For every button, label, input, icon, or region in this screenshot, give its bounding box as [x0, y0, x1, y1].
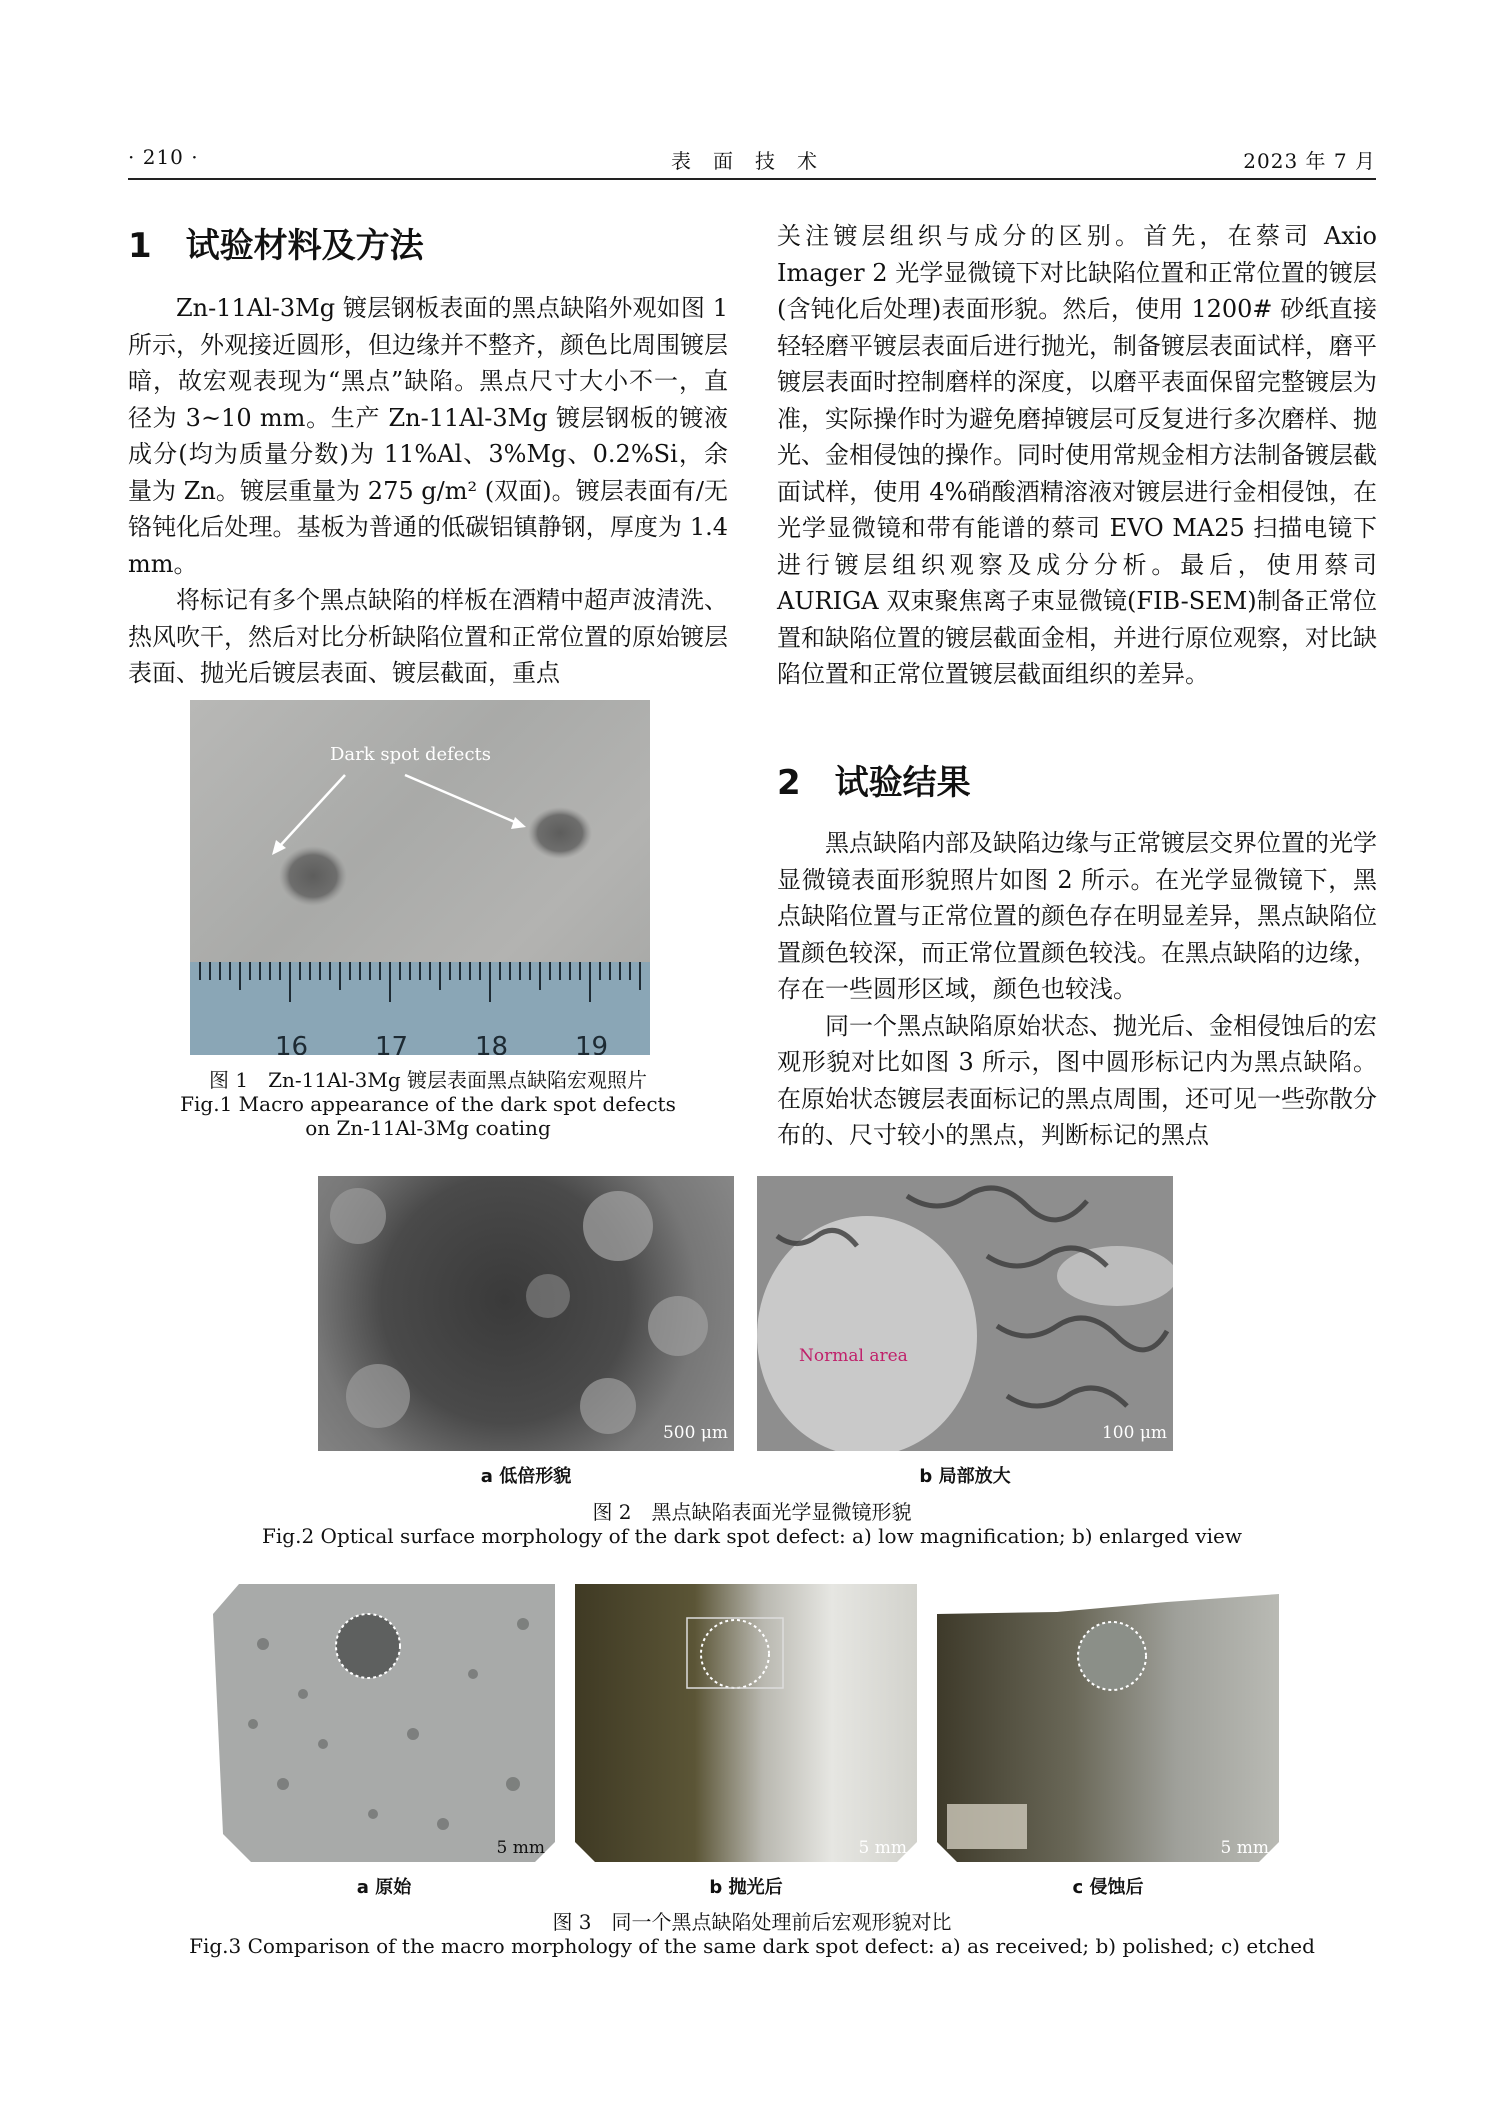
ruler-number-16: 16 — [275, 1032, 309, 1055]
journal-title: 表 面 技 术 — [671, 149, 818, 173]
page-number: · 210 · — [128, 145, 199, 169]
arrow-2-head — [511, 817, 526, 829]
paragraph-method-continued: 关注镀层组织与成分的区别。首先，在蔡司 Axio Imager 2 光学显微镜下对比缺陷位置和正常位置的镀层(含钝化后处理)表面形貌。然后，使用 1200# 砂纸直接轻轻磨平镀层表面后进行抛光，制备镀层表面试样，磨平镀层表面时控制磨样的深度，以磨平表面保留完整镀层为准，实际操作时为避免磨掉镀层可反复进行多次磨样、抛光、金相侵蚀的操作。同时使用常规金相方法制备镀层截面试样，使用 4%硝酸酒精溶液对镀层进行金相侵蚀，在光学显微镜和带有能谱的蔡司 EVO MA25 扫描电镜下进行镀层组织观察及成分分析。最后，使用蔡司 AURIGA 双束聚焦离子束显微镜(FIB-SEM)制备正常位置和缺陷位置的镀层截面金相，并进行原位观察，对比缺陷位置和正常位置镀层截面组织的差异。 — [777, 222, 1377, 688]
figure-3b-scale: 5 mm — [858, 1838, 907, 1858]
figure-2-caption-en: Fig.2 Optical surface morphology of the dark spot defect: a) low magnification; b) enlarged view — [262, 1524, 1242, 1548]
figure-2a-scale: 500 μm — [662, 1423, 728, 1443]
ruler-number-19: 19 — [575, 1032, 609, 1055]
figure-3-caption-cn: 图 3 同一个黑点缺陷处理前后宏观形貌对比 — [552, 1910, 952, 1934]
paragraph-results-fig3: 同一个黑点缺陷原始状态、抛光后、金相侵蚀后的宏观形貌对比如图 3 所示，图中圆形标记内为黑点缺陷。在原始状态镀层表面标记的黑点周围，还可见一些弥散分布的、尺寸较小的黑点，判断标记的黑点 — [777, 1011, 1377, 1149]
figure-3-caption-en: Fig.3 Comparison of the macro morphology of the same dark spot defect: a) as received; b) polished; c) etched — [189, 1934, 1315, 1958]
dark-spot-1 — [279, 846, 347, 906]
figure-2b-micrograph — [757, 1176, 1173, 1451]
paragraph-procedure: 将标记有多个黑点缺陷的样板在酒精中超声波清洗、热风吹干，然后对比分析缺陷位置和正常位置的原始镀层表面、抛光后镀层表面、镀层截面，重点 — [128, 586, 728, 687]
header-rule — [128, 178, 1376, 180]
figure-1-caption-en-2: on Zn-11Al-3Mg coating — [305, 1116, 551, 1140]
figure-3c-label: c 侵蚀后 — [1072, 1877, 1144, 1898]
figure-2-caption-cn: 图 2 黑点缺陷表面光学显微镜形貌 — [592, 1500, 912, 1524]
paragraph-results-fig2: 黑点缺陷内部及缺陷边缘与正常镀层交界位置的光学显微镜表面形貌照片如图 2 所示。在光学显微镜下，黑点缺陷位置与正常位置的颜色存在明显差异，黑点缺陷位置颜色较深，而正常位置颜色较浅。在黑点缺陷的边缘，存在一些圆形区域，颜色也较浅。 — [777, 829, 1377, 1003]
figure-1-caption-cn: 图 1 Zn-11Al-3Mg 镀层表面黑点缺陷宏观照片 — [208, 1068, 648, 1092]
dark-spot-2 — [528, 807, 592, 859]
figure-3a-scale: 5 mm — [496, 1838, 545, 1858]
figure-3c-scale: 5 mm — [1220, 1838, 1269, 1858]
right-column-bottom — [777, 825, 1377, 1154]
ruler-number-17: 17 — [375, 1032, 409, 1055]
dark-spot-annotation: Dark spot defects — [330, 744, 491, 765]
figure-2a-micrograph — [318, 1176, 734, 1451]
figure-3c-photo — [937, 1584, 1279, 1862]
figure-2-caption — [128, 1500, 1376, 1548]
section-2-heading: 2 试验结果 — [777, 763, 971, 803]
figure-3-caption — [128, 1910, 1376, 1958]
figure-3a-label: a 原始 — [356, 1877, 412, 1898]
arrow-2 — [405, 775, 517, 823]
issue-date: 2023 年 7 月 — [1243, 149, 1376, 173]
paragraph-materials: Zn-11Al-3Mg 镀层钢板表面的黑点缺陷外观如图 1 所示，外观接近圆形，但边缘并不整齐，颜色比周围镀层暗，故宏观表现为“黑点”缺陷。黑点尺寸大小不一，直径为 3~10 mm。生产 Zn-11Al-3Mg 镀层钢板的镀液成分(均为质量分数)为 11%Al、3%Mg、0.2%Si，余量为 Zn。镀层重量为 275 g/m² (双面)。镀层表面有/无铬钝化后处理。基板为普通的低碳铝镇静钢，厚度为 1.4 mm。 — [128, 294, 728, 578]
figure-2a-label: a 低倍形貌 — [480, 1466, 572, 1487]
right-column-top — [777, 218, 1377, 693]
figure-3b-photo — [575, 1584, 917, 1862]
arrow-1 — [278, 775, 345, 848]
normal-area-label: Normal area — [799, 1346, 908, 1366]
figure-2b-scale: 100 μm — [1101, 1423, 1167, 1443]
section-1-heading: 1 试验材料及方法 — [128, 226, 424, 266]
ruler-number-18: 18 — [475, 1032, 509, 1055]
figure-1-photo — [190, 700, 650, 1055]
figure-3a-photo — [213, 1584, 555, 1862]
figure-3b-label: b 抛光后 — [709, 1877, 783, 1898]
figure-1-caption-en-1: Fig.1 Macro appearance of the dark spot defects — [180, 1092, 676, 1116]
figure-1-caption — [128, 1068, 728, 1140]
left-column — [128, 290, 728, 692]
figure-2b-label: b 局部放大 — [919, 1466, 1011, 1487]
